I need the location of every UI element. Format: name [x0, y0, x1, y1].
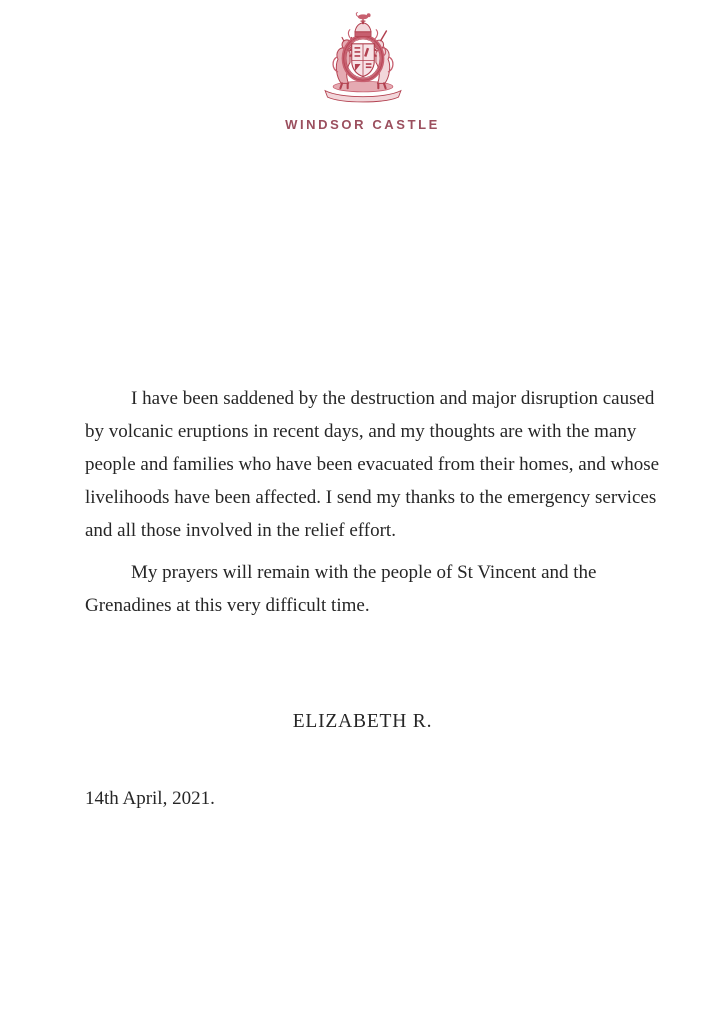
text-line: and all those involved in the relief effort. — [85, 520, 396, 541]
text-line: Grenadines at this very difficult time. — [85, 595, 370, 616]
text-line: I have been saddened by the destruction and major disruption caused — [131, 388, 655, 409]
signature: ELIZABETH R. — [292, 711, 433, 732]
date-line: 14th April, 2021. — [85, 788, 215, 809]
letterhead-title: WINDSOR CASTLE — [285, 117, 440, 132]
text-line: by volcanic eruptions in recent days, and my thoughts are with the many — [85, 421, 637, 442]
text-line: My prayers will remain with the people of St Vincent and the — [131, 562, 597, 583]
royal-coat-of-arms-icon — [0, 10, 725, 110]
paragraph-2 — [85, 556, 685, 622]
letter-body — [85, 382, 685, 631]
text-line: people and families who have been evacuated from their homes, and whose — [85, 454, 660, 475]
text-line: livelihoods have been affected. I send my thanks to the emergency services — [85, 487, 657, 508]
paragraph-1 — [85, 382, 685, 547]
